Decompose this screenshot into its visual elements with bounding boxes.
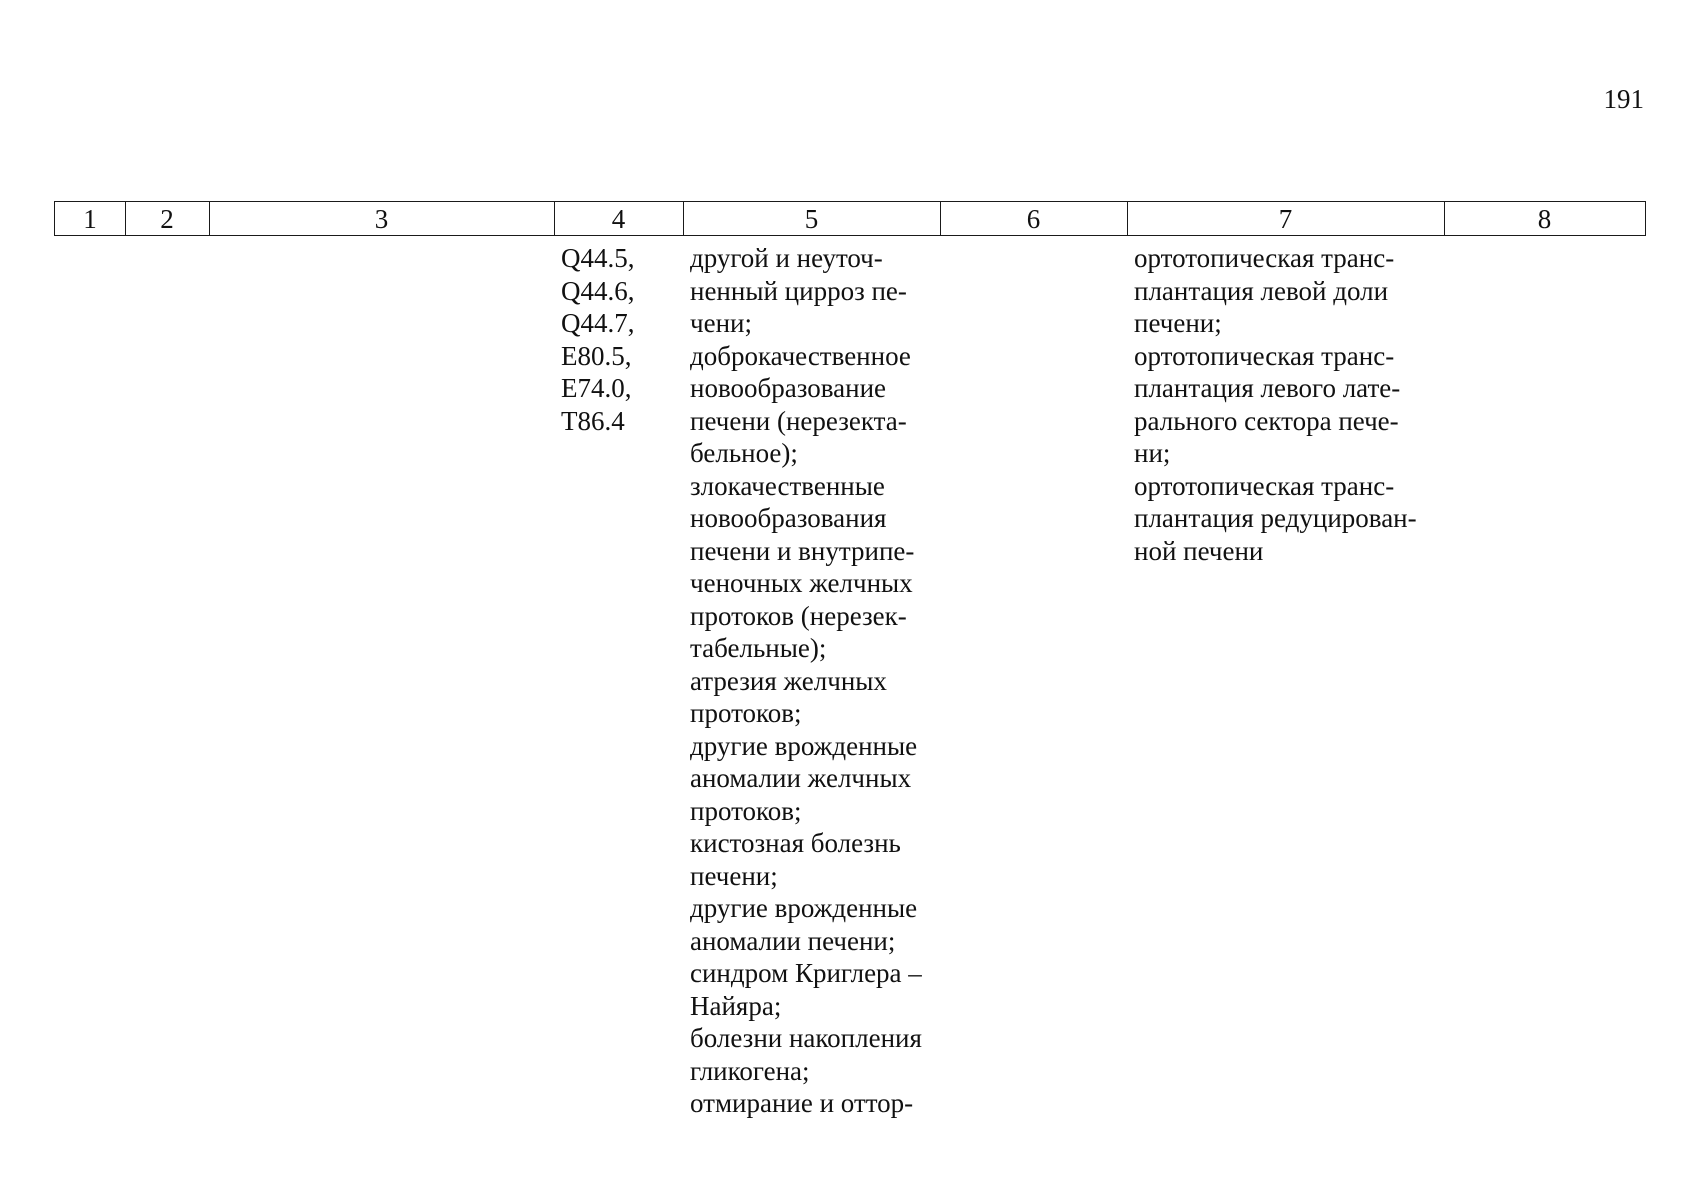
header-col-7: 7: [1127, 201, 1445, 236]
diagnosis-item: другие врожденные аномалии желчных протоков;: [690, 730, 918, 826]
diagnosis-item: доброкачественное новообразование печени (нерезекта- бельное);: [690, 340, 911, 468]
diagnosis-item: другие врожденные аномалии печени; синдром Криглера – Найяра;: [690, 893, 922, 1021]
page-number: 191: [1603, 84, 1644, 114]
icd-code: Q44.7,: [561, 308, 635, 338]
header-col-2: 2: [125, 201, 210, 236]
codes-column: [561, 242, 681, 437]
icd-code: Q44.5,: [561, 243, 635, 273]
header-col-6: 6: [940, 201, 1128, 236]
diagnosis-item: злокачественные новообразования печени и внутрипе- ченочных желчных протоков (нерезек- табельные);: [690, 470, 915, 663]
diagnosis-item: другой и неуточ- ненный цирроз пе- чени;: [690, 243, 907, 338]
icd-code: Q44.6,: [561, 275, 635, 306]
header-col-3: 3: [209, 201, 555, 236]
diagnosis-item: атрезия желчных протоков;: [690, 665, 887, 728]
diagnoses-column: [690, 242, 940, 1120]
diagnosis-item: болезни накопления гликогена;: [690, 1023, 922, 1086]
treatment-item: ортотопическая транс- плантация редуцирован- ной печени: [1134, 470, 1417, 566]
diagnosis-item: отмирание и оттор-: [690, 1088, 914, 1118]
treatment-item: ортотопическая транс- плантация левой доли печени;: [1134, 243, 1395, 338]
icd-code: E80.5,: [561, 340, 632, 371]
diagnosis-item: кистозная болезнь печени;: [690, 828, 901, 891]
header-col-1: 1: [54, 201, 126, 236]
header-col-8: 8: [1444, 201, 1646, 236]
treatment-item: ортотопическая транс- плантация левого лате- рального сектора пече- ни;: [1134, 340, 1401, 468]
icd-code: T86.4: [561, 405, 625, 436]
header-col-4: 4: [554, 201, 684, 236]
header-col-5: 5: [683, 201, 941, 236]
treatments-column: [1134, 242, 1442, 567]
icd-code: E74.0,: [561, 373, 632, 403]
